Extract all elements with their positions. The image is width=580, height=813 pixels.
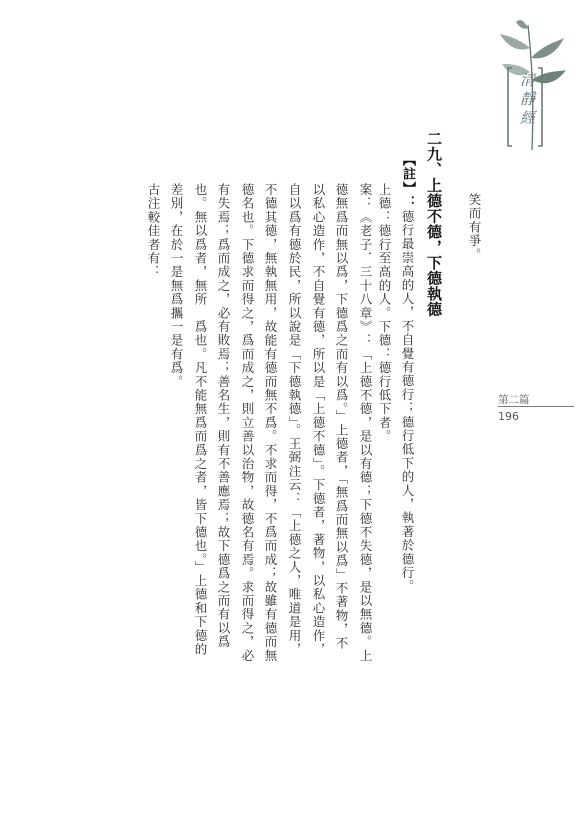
text-column: 以私心造作，不自覺有德，所以是「上德不德」。下德者，著物，以私心造作， [311,183,326,657]
divider [498,406,574,407]
text-column: 差別，在於一是無爲攜一是有爲。 [169,183,184,389]
text-column: 德無爲而無以爲，下德爲之而有以爲。」上德者，「無爲而無以爲」不著物，不 [334,183,349,650]
section-heading: 二九、上德不德，下德執德 [425,131,443,317]
page-number: 196 [498,410,519,423]
text-column: 德名也。下德求而得之，爲而成之，則立善以治物，故德名有焉。求而得之，必 [240,183,255,663]
text-column: 自以爲有德於民，所以說是「下德執德」。王弼注云：「上德之人，唯道是用， [287,183,302,657]
section-label: 第二篇 [498,394,530,406]
text-column: 也。無以爲者，無所 爲也。凡不能無爲而爲之者，皆下德也。」上德和下德的 [193,183,208,657]
text-column: 笑而有爭。 [467,193,482,262]
note-text: 德行最崇高的人，不自覺有德行；德行低下的人，執著於德行。 [400,209,415,594]
note-label: 【註】： [400,153,415,210]
text-column: 古注較佳者有： [146,183,161,279]
text-column: 有失焉；爲而成之，必有敗焉；善名生，則有不善應焉；故下德爲之而有以爲 [216,183,231,649]
book-title: 清靜經 [518,72,536,129]
text-column: 案：《老子．三十八章》：「上德不德，是以有德；下德不失德，是以無德。上 [358,183,373,663]
text-column: 上德：德行至高的人。下德：德行低下者。 [377,183,392,444]
text-column [399,153,415,593]
text-column: 不德其德，無執無用，故能有德而無不爲。不求而得，不爲而成；故雖有德而無 [263,183,278,663]
